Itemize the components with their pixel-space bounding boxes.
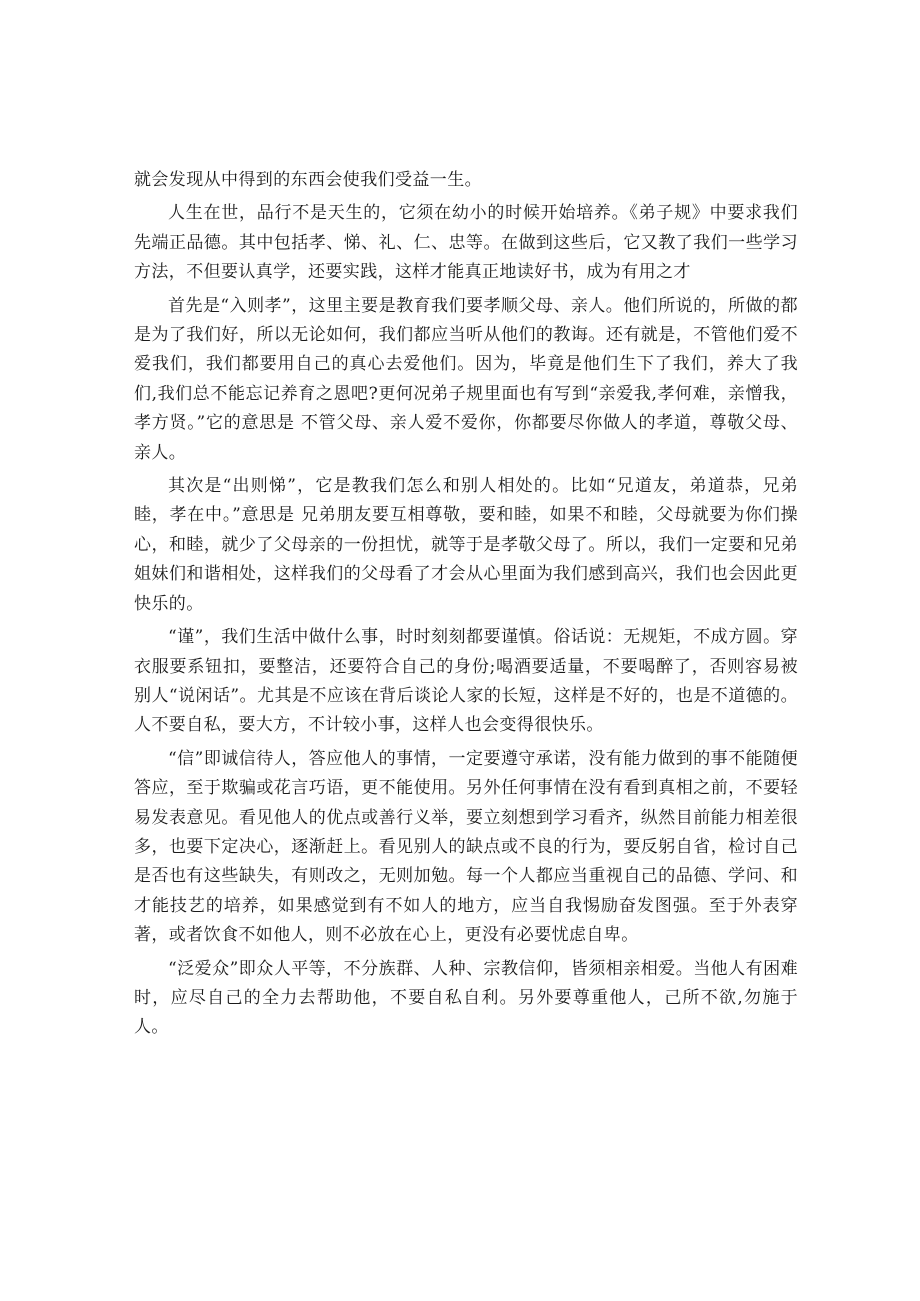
paragraph-prudence: “谨”，我们生活中做什么事，时时刻刻都要谨慎。俗话说：无规矩，不成方圆。穿衣服要系钮扣，要整洁，还要符合自己的身份;喝酒要适量，不要喝醉了，否则容易被别人“说闲话”。尤其是不应该在背后谈论人家的长短，这样是不好的，也是不道德的。人不要自私，要大方，不计较小事，这样人也会变得很快乐。 — [134, 627, 798, 736]
document-body — [134, 166, 798, 1047]
paragraph-universal-love: “泛爱众”即众人平等，不分族群、人种、宗教信仰，皆须相亲相爱。当他人有困难时，应尽自己的全力去帮助他，不要自私自利。另外要尊重他人，己所不欲,勿施于人。 — [134, 958, 798, 1038]
paragraph-brotherly-respect: 其次是“出则悌”，它是教我们怎么和别人相处的。比如“兄道友，弟道恭，兄弟睦，孝在中。”意思是 兄弟朋友要互相尊敬，要和睦，如果不和睦，父母就要为你们操心，和睦，就少了父母亲的一份担忧，就等于是孝敬父母了。所以，我们一定要和兄弟姐妹们和谐相处，这样我们的父母看了才会从心里面为我们感到高兴，我们也会因此更快乐的。 — [134, 476, 798, 614]
paragraph-filial-piety: 首先是“入则孝”，这里主要是教育我们要孝顺父母、亲人。他们所说的，所做的都是为了我们好，所以无论如何，我们都应当听从他们的教诲。还有就是，不管他们爱不爱我们，我们都要用自己的真心去爱他们。因为，毕竟是他们生下了我们，养大了我们,我们总不能忘记养育之恩吧?更何况弟子规里面也有写到“亲爱我,孝何难，亲憎我，孝方贤。”它的意思是 不管父母、亲人爱不爱你，你都要尽你做人的孝道，尊敬父母、亲人。 — [134, 295, 798, 463]
paragraph-character-cultivation: 人生在世，品行不是天生的，它须在幼小的时候开始培养。《弟子规》中要求我们先端正品德。其中包括孝、悌、礼、仁、忠等。在做到这些后，它又教了我们一些学习方法，不但要认真学，还要实践，这样才能真正地读好书，成为有用之才 — [134, 203, 798, 283]
paragraph-trustworthiness: “信”即诚信待人，答应他人的事情，一定要遵守承诺，没有能力做到的事不能随便答应，至于欺骗或花言巧语，更不能使用。另外任何事情在没有看到真相之前，不要轻易发表意见。看见他人的优点或善行义举，要立刻想到学习看齐，纵然目前能力相差很多，也要下定决心，逐渐赶上。看见别人的缺点或不良的行为，要反躬自省，检讨自己是否也有这些缺失，有则改之，无则加勉。每一个人都应当重视自己的品德、学问、和才能技艺的培养，如果感觉到有不如人的地方，应当自我惕励奋发图强。至于外表穿著，或者饮食不如他人，则不必放在心上，更没有必要忧虑自卑。 — [134, 748, 798, 946]
paragraph-continuation: 就会发现从中得到的东西会使我们受益一生。 — [134, 170, 482, 190]
